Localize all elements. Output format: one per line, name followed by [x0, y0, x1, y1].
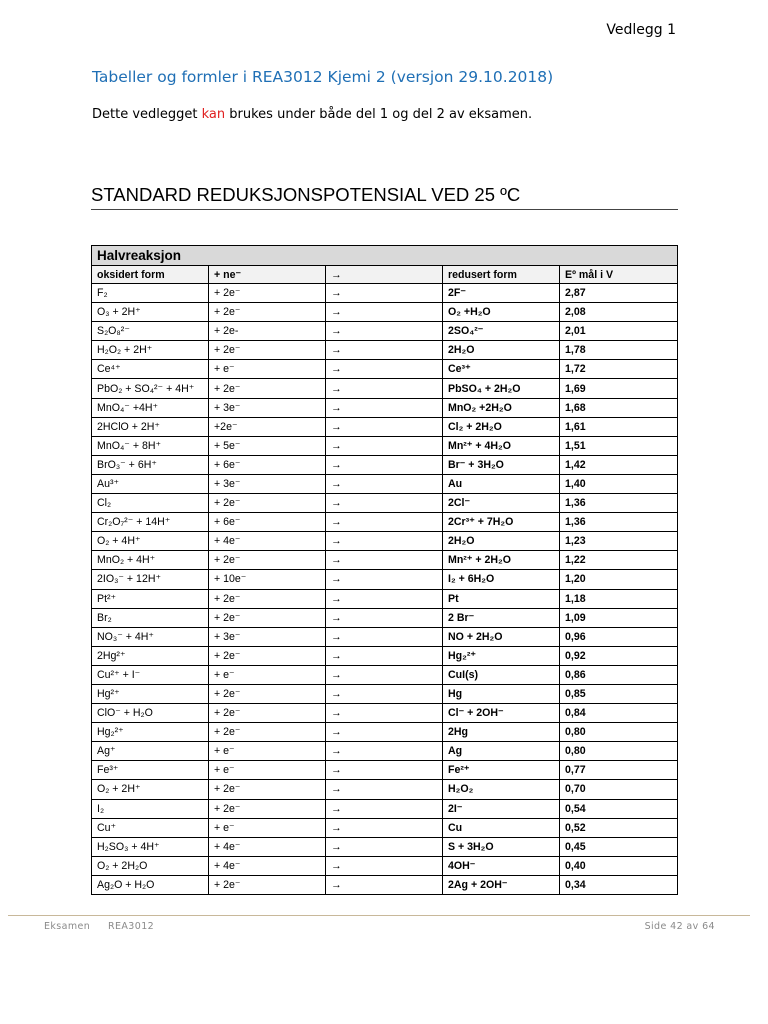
table-row	[92, 761, 678, 780]
oxidized-form-cell: Br₂	[92, 608, 209, 627]
col-potential: Eº mål i V	[560, 266, 678, 284]
reduced-form-cell: Cl⁻ + 2OH⁻	[443, 704, 560, 723]
reduced-form-cell: Br⁻ + 3H₂O	[443, 455, 560, 474]
oxidized-form-cell: Fe³⁺	[92, 761, 209, 780]
arrow-cell: →	[326, 398, 443, 417]
arrow-cell: →	[326, 780, 443, 799]
arrow-cell: →	[326, 799, 443, 818]
potential-cell: 0,45	[560, 837, 678, 856]
table-row	[92, 284, 678, 303]
reduced-form-cell: Cu	[443, 818, 560, 837]
table-row	[92, 665, 678, 684]
potential-cell: 0,84	[560, 704, 678, 723]
oxidized-form-cell: H₂SO₃ + 4H⁺	[92, 837, 209, 856]
arrow-cell: →	[326, 704, 443, 723]
potential-cell: 2,08	[560, 303, 678, 322]
oxidized-form-cell: MnO₄⁻ +4H⁺	[92, 398, 209, 417]
electrons-cell: + 2e⁻	[209, 780, 326, 799]
col-oxidized-form: oksidert form	[92, 266, 209, 284]
potential-cell: 0,92	[560, 646, 678, 665]
table-row	[92, 837, 678, 856]
reduced-form-cell: 2Ag + 2OH⁻	[443, 875, 560, 894]
electrons-cell: + e⁻	[209, 665, 326, 684]
electrons-cell: + 2e⁻	[209, 875, 326, 894]
reduced-form-cell: 2SO₄²⁻	[443, 322, 560, 341]
arrow-cell: →	[326, 627, 443, 646]
arrow-cell: →	[326, 341, 443, 360]
table-row	[92, 494, 678, 513]
table-row	[92, 322, 678, 341]
potential-cell: 1,78	[560, 341, 678, 360]
arrow-cell: →	[326, 360, 443, 379]
arrow-cell: →	[326, 837, 443, 856]
electrons-cell: + 2e⁻	[209, 284, 326, 303]
potential-cell: 0,52	[560, 818, 678, 837]
electrons-cell: + 2e⁻	[209, 646, 326, 665]
reduced-form-cell: CuI(s)	[443, 665, 560, 684]
oxidized-form-cell: MnO₄⁻ + 8H⁺	[92, 436, 209, 455]
table-row	[92, 455, 678, 474]
reduced-form-cell: 2H₂O	[443, 532, 560, 551]
col-reduced-form: redusert form	[443, 266, 560, 284]
electrons-cell: + 5e⁻	[209, 436, 326, 455]
arrow-cell: →	[326, 284, 443, 303]
electrons-cell: + e⁻	[209, 742, 326, 761]
electrons-cell: + 2e⁻	[209, 341, 326, 360]
arrow-cell: →	[326, 875, 443, 894]
oxidized-form-cell: Pt²⁺	[92, 589, 209, 608]
reduced-form-cell: H₂O₂	[443, 780, 560, 799]
potential-cell: 0,40	[560, 856, 678, 875]
arrow-cell: →	[326, 379, 443, 398]
electrons-cell: + 2e-	[209, 322, 326, 341]
potential-cell: 0,34	[560, 875, 678, 894]
oxidized-form-cell: BrO₃⁻ + 6H⁺	[92, 455, 209, 474]
electrons-cell: + e⁻	[209, 761, 326, 780]
footer-course: REA3012	[108, 921, 155, 932]
table-row	[92, 856, 678, 875]
electrons-cell: + 2e⁻	[209, 704, 326, 723]
potential-cell: 1,23	[560, 532, 678, 551]
arrow-cell: →	[326, 742, 443, 761]
electrons-cell: + 4e⁻	[209, 856, 326, 875]
reduced-form-cell: Hg₂²⁺	[443, 646, 560, 665]
col-arrow: →	[326, 266, 443, 284]
table-row	[92, 780, 678, 799]
arrow-cell: →	[326, 608, 443, 627]
table-row	[92, 646, 678, 665]
oxidized-form-cell: O₂ + 2H₂O	[92, 856, 209, 875]
oxidized-form-cell: PbO₂ + SO₄²⁻ + 4H⁺	[92, 379, 209, 398]
table-row	[92, 627, 678, 646]
oxidized-form-cell: Cl₂	[92, 494, 209, 513]
reduced-form-cell: 2I⁻	[443, 799, 560, 818]
reduced-form-cell: O₂ +H₂O	[443, 303, 560, 322]
electrons-cell: + 2e⁻	[209, 379, 326, 398]
table-row	[92, 608, 678, 627]
potential-cell: 1,18	[560, 589, 678, 608]
arrow-cell: →	[326, 646, 443, 665]
potential-cell: 0,77	[560, 761, 678, 780]
potential-cell: 1,61	[560, 417, 678, 436]
oxidized-form-cell: Ag⁺	[92, 742, 209, 761]
electrons-cell: +2e⁻	[209, 417, 326, 436]
potential-cell: 1,69	[560, 379, 678, 398]
electrons-cell: + 10e⁻	[209, 570, 326, 589]
electrons-cell: + 2e⁻	[209, 723, 326, 742]
oxidized-form-cell: O₃ + 2H⁺	[92, 303, 209, 322]
electrons-cell: + 4e⁻	[209, 837, 326, 856]
potential-cell: 0,86	[560, 665, 678, 684]
footer-exam: Eksamen	[44, 921, 91, 932]
electrons-cell: + 4e⁻	[209, 532, 326, 551]
electrons-cell: + 2e⁻	[209, 799, 326, 818]
oxidized-form-cell: MnO₂ + 4H⁺	[92, 551, 209, 570]
reduced-form-cell: 2H₂O	[443, 341, 560, 360]
arrow-cell: →	[326, 684, 443, 703]
potential-cell: 1,51	[560, 436, 678, 455]
potential-cell: 1,68	[560, 398, 678, 417]
reduction-potential-table	[91, 245, 678, 895]
potential-cell: 1,42	[560, 455, 678, 474]
table-row	[92, 303, 678, 322]
table-row	[92, 799, 678, 818]
arrow-cell: →	[326, 589, 443, 608]
potential-cell: 1,36	[560, 494, 678, 513]
potential-cell: 0,70	[560, 780, 678, 799]
arrow-cell: →	[326, 723, 443, 742]
reduced-form-cell: 2 Br⁻	[443, 608, 560, 627]
oxidized-form-cell: S₂O₈²⁻	[92, 322, 209, 341]
arrow-cell: →	[326, 303, 443, 322]
potential-cell: 0,96	[560, 627, 678, 646]
reduced-form-cell: Au	[443, 474, 560, 493]
oxidized-form-cell: O₂ + 4H⁺	[92, 532, 209, 551]
reduced-form-cell: Mn²⁺ + 4H₂O	[443, 436, 560, 455]
oxidized-form-cell: I₂	[92, 799, 209, 818]
reduced-form-cell: Mn²⁺ + 2H₂O	[443, 551, 560, 570]
table-row	[92, 360, 678, 379]
potential-cell: 0,54	[560, 799, 678, 818]
arrow-cell: →	[326, 761, 443, 780]
table-row	[92, 589, 678, 608]
oxidized-form-cell: Cu⁺	[92, 818, 209, 837]
arrow-cell: →	[326, 818, 443, 837]
electrons-cell: + e⁻	[209, 360, 326, 379]
oxidized-form-cell: ClO⁻ + H₂O	[92, 704, 209, 723]
table-row	[92, 684, 678, 703]
table-row	[92, 875, 678, 894]
table-row	[92, 551, 678, 570]
electrons-cell: + 2e⁻	[209, 494, 326, 513]
electrons-cell: + 6e⁻	[209, 513, 326, 532]
reduced-form-cell: Ag	[443, 742, 560, 761]
electrons-cell: + e⁻	[209, 818, 326, 837]
potential-cell: 1,72	[560, 360, 678, 379]
electrons-cell: + 2e⁻	[209, 589, 326, 608]
oxidized-form-cell: Cu²⁺ + I⁻	[92, 665, 209, 684]
electrons-cell: + 2e⁻	[209, 608, 326, 627]
intro-after: brukes under både del 1 og del 2 av eksamen.	[225, 107, 533, 122]
arrow-cell: →	[326, 532, 443, 551]
arrow-cell: →	[326, 417, 443, 436]
arrow-cell: →	[326, 513, 443, 532]
reduced-form-cell: MnO₂ +2H₂O	[443, 398, 560, 417]
potential-cell: 1,20	[560, 570, 678, 589]
column-header-row	[92, 266, 678, 284]
table-header: Halvreaksjon	[92, 246, 678, 266]
potential-cell: 0,80	[560, 742, 678, 761]
table-row	[92, 723, 678, 742]
potential-cell: 1,36	[560, 513, 678, 532]
arrow-cell: →	[326, 455, 443, 474]
table-row	[92, 379, 678, 398]
potential-cell: 0,80	[560, 723, 678, 742]
table-row	[92, 818, 678, 837]
reduced-form-cell: Cl₂ + 2H₂O	[443, 417, 560, 436]
oxidized-form-cell: NO₃⁻ + 4H⁺	[92, 627, 209, 646]
oxidized-form-cell: Hg²⁺	[92, 684, 209, 703]
arrow-cell: →	[326, 551, 443, 570]
table-row	[92, 532, 678, 551]
intro-before: Dette vedlegget	[92, 107, 202, 122]
footer-divider	[8, 915, 750, 916]
arrow-cell: →	[326, 856, 443, 875]
potential-cell: 2,01	[560, 322, 678, 341]
section-title: STANDARD REDUKSJONSPOTENSIAL VED 25 ºC	[91, 184, 678, 210]
electrons-cell: + 2e⁻	[209, 303, 326, 322]
oxidized-form-cell: F₂	[92, 284, 209, 303]
footer-page-number: Side 42 av 64	[644, 921, 715, 932]
table-row	[92, 474, 678, 493]
potential-cell: 2,87	[560, 284, 678, 303]
reduced-form-cell: 2F⁻	[443, 284, 560, 303]
potential-cell: 1,40	[560, 474, 678, 493]
table-body	[92, 284, 678, 895]
arrow-cell: →	[326, 494, 443, 513]
reduced-form-cell: Hg	[443, 684, 560, 703]
electrons-cell: + 2e⁻	[209, 684, 326, 703]
arrow-cell: →	[326, 665, 443, 684]
table-row	[92, 513, 678, 532]
oxidized-form-cell: 2HClO + 2H⁺	[92, 417, 209, 436]
reduced-form-cell: NO + 2H₂O	[443, 627, 560, 646]
electrons-cell: + 2e⁻	[209, 551, 326, 570]
arrow-cell: →	[326, 570, 443, 589]
reduced-form-cell: Pt	[443, 589, 560, 608]
electrons-cell: + 3e⁻	[209, 627, 326, 646]
reduced-form-cell: 4OH⁻	[443, 856, 560, 875]
oxidized-form-cell: Au³⁺	[92, 474, 209, 493]
col-electrons: + ne⁻	[209, 266, 326, 284]
table-row	[92, 704, 678, 723]
table-row	[92, 436, 678, 455]
table-row	[92, 341, 678, 360]
oxidized-form-cell: Ce⁴⁺	[92, 360, 209, 379]
oxidized-form-cell: 2Hg²⁺	[92, 646, 209, 665]
intro-text	[92, 107, 532, 122]
document-title: Tabeller og formler i REA3012 Kjemi 2 (versjon 29.10.2018)	[92, 68, 554, 86]
oxidized-form-cell: O₂ + 2H⁺	[92, 780, 209, 799]
potential-cell: 1,22	[560, 551, 678, 570]
reduced-form-cell: 2Hg	[443, 723, 560, 742]
intro-highlight: kan	[201, 107, 226, 122]
reduced-form-cell: I₂ + 6H₂O	[443, 570, 560, 589]
electrons-cell: + 6e⁻	[209, 455, 326, 474]
potential-cell: 0,85	[560, 684, 678, 703]
table-row	[92, 570, 678, 589]
oxidized-form-cell: Cr₂O₇²⁻ + 14H⁺	[92, 513, 209, 532]
electrons-cell: + 3e⁻	[209, 398, 326, 417]
oxidized-form-cell: 2IO₃⁻ + 12H⁺	[92, 570, 209, 589]
table-row	[92, 742, 678, 761]
reduced-form-cell: Fe²⁺	[443, 761, 560, 780]
arrow-cell: →	[326, 474, 443, 493]
table-row	[92, 417, 678, 436]
table-row	[92, 398, 678, 417]
vedlegg-label: Vedlegg 1	[606, 22, 676, 38]
reduced-form-cell: S + 3H₂O	[443, 837, 560, 856]
oxidized-form-cell: Hg₂²⁺	[92, 723, 209, 742]
reduced-form-cell: 2Cl⁻	[443, 494, 560, 513]
oxidized-form-cell: H₂O₂ + 2H⁺	[92, 341, 209, 360]
potential-cell: 1,09	[560, 608, 678, 627]
arrow-cell: →	[326, 436, 443, 455]
oxidized-form-cell: Ag₂O + H₂O	[92, 875, 209, 894]
arrow-cell: →	[326, 322, 443, 341]
reduced-form-cell: 2Cr³⁺ + 7H₂O	[443, 513, 560, 532]
reduced-form-cell: Ce³⁺	[443, 360, 560, 379]
electrons-cell: + 3e⁻	[209, 474, 326, 493]
reduced-form-cell: PbSO₄ + 2H₂O	[443, 379, 560, 398]
